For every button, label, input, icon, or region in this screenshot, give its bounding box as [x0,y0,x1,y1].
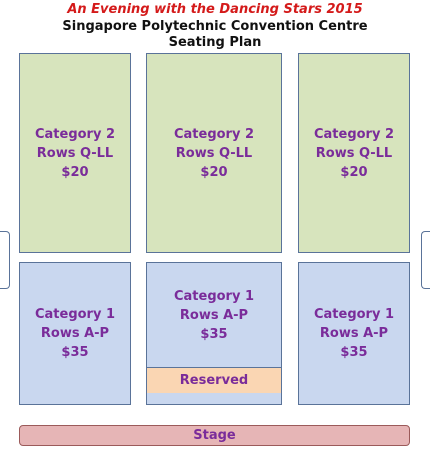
section-category-label: Category 1 [173,288,255,304]
section-rows-label: Rows A-P [179,307,249,323]
section-price-label: $35 [200,326,228,342]
section-category-label: Category 1 [34,307,116,322]
section-category-2-center[interactable] [146,53,282,253]
section-category-label: Category 2 [313,126,395,142]
section-price-label: $20 [61,164,89,180]
right-side-entrance [421,231,430,289]
section-rows-label: Rows A-P [40,326,110,341]
section-rows-label: Rows Q-LL [315,145,393,161]
stage-label: Stage [193,428,236,443]
section-price-label: $35 [61,345,89,360]
stage [19,425,410,446]
venue-name: Singapore Polytechnic Convention Centre [62,19,368,34]
section-rows-label: Rows A-P [319,326,389,341]
section-category-label: Category 1 [313,307,395,322]
section-category-2-right[interactable] [298,53,410,253]
section-rows-label: Rows Q-LL [36,145,114,161]
reserved-section[interactable] [146,367,282,394]
reserved-bottom-strip [146,393,282,405]
section-category-2-left[interactable] [19,53,131,253]
left-side-entrance [0,231,10,289]
section-category-label: Category 2 [173,126,255,142]
section-price-label: $20 [200,164,228,180]
reserved-label: Reserved [179,373,249,388]
section-category-label: Category 2 [34,126,116,142]
section-price-label: $20 [340,164,368,180]
seating-plan-title: Seating Plan [168,35,262,50]
section-category-1-left[interactable] [19,262,131,405]
section-price-label: $35 [340,345,368,360]
event-title: An Evening with the Dancing Stars 2015 [67,2,363,17]
section-category-1-center[interactable] [146,262,282,368]
section-category-1-right[interactable] [298,262,410,405]
section-rows-label: Rows Q-LL [175,145,253,161]
